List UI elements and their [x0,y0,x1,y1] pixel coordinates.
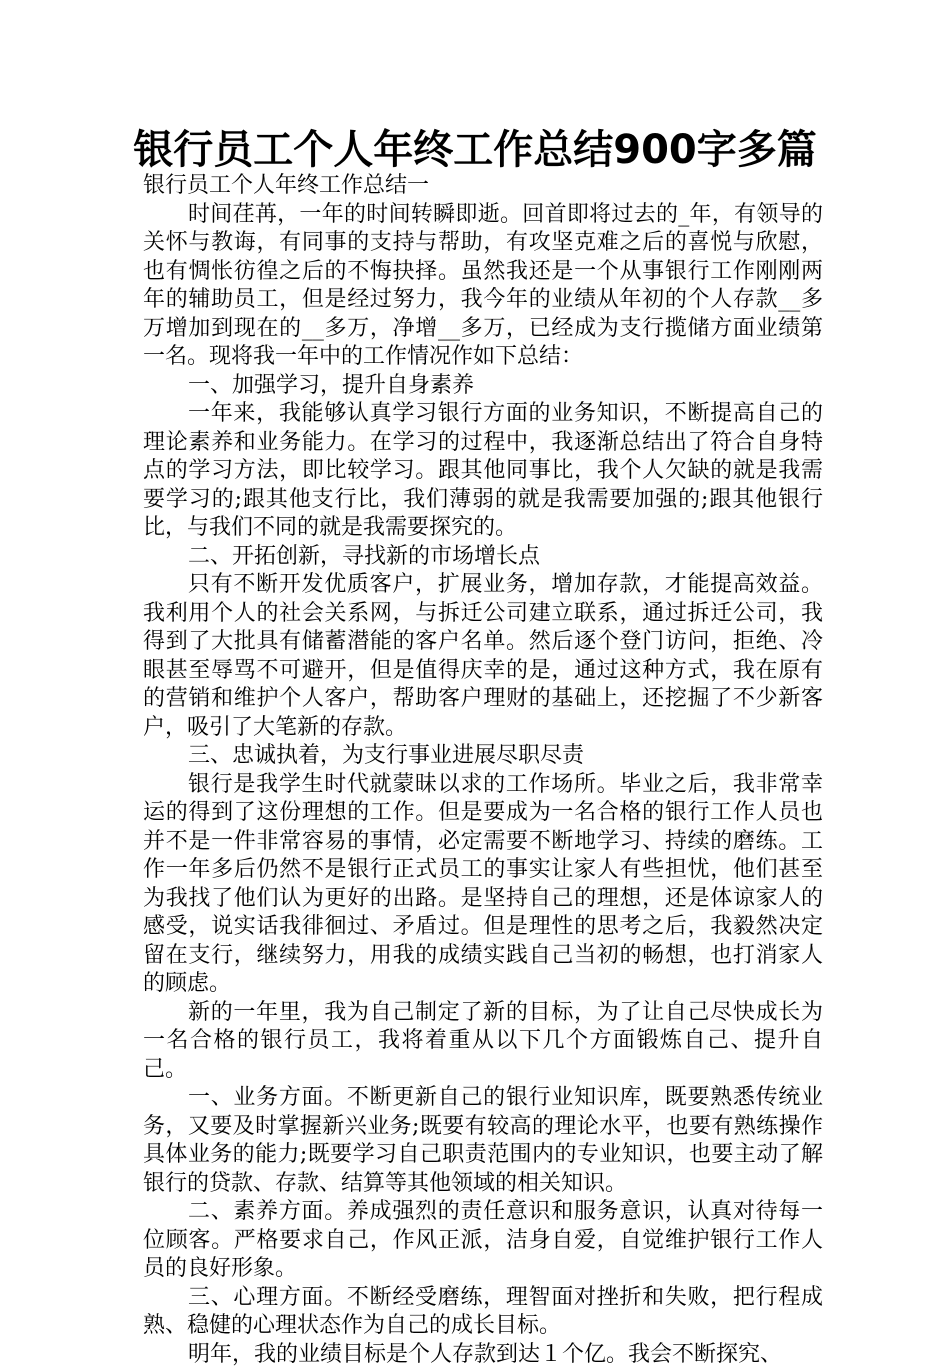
paragraph: 一年来，我能够认真学习银行方面的业务知识，不断提高自己的理论素养和业务能力。在学习的过程中，我逐渐总结出了符合自身特点的学习方法，即比较学习。跟其他同事比，我个人欠缺的就是我需要学习的;跟其他支行比，我们薄弱的就是我需要加强的;跟其他银行比，与我们不同的就是我需要探究的。 [143,400,823,543]
paragraph: 只有不断开发优质客户，扩展业务，增加存款，才能提高效益。我利用个人的社会关系网，与拆迁公司建立联系，通过拆迁公司，我得到了大批具有储蓄潜能的客户名单。然后逐个登门访问，拒绝、冷眼甚至辱骂不可避开，但是值得庆幸的是，通过这种方式，我在原有的营销和维护个人客户，帮助客户理财的基础上，还挖掘了不少新客户，吸引了大笔新的存款。 [143,571,823,742]
paragraph: 二、素养方面。养成强烈的责任意识和服务意识，认真对待每一位顾客。严格要求自己，作风正派，洁身自爱，自觉维护银行工作人员的良好形象。 [143,1198,823,1284]
paragraph: 明年，我的业绩目标是个人存款到达１个亿。我会不断探究、 [143,1341,823,1369]
paragraph: 银行是我学生时代就蒙昧以求的工作场所。毕业之后，我非常幸运的得到了这份理想的工作。但是要成为一名合格的银行工作人员也并不是一件非常容易的事情，必定需要不断地学习、持续的磨练。工作一年多后仍然不是银行正式员工的事实让家人有些担忧，他们甚至为我找了他们认为更好的出路。是坚持自己的理想，还是体谅家人的感受，说实话我徘徊过、矛盾过。但是理性的思考之后，我毅然决定留在支行，继续努力，用我的成绩实践自己当初的畅想，也打消家人的顾虑。 [143,771,823,999]
paragraph: 新的一年里，我为自己制定了新的目标，为了让自己尽快成长为一名合格的银行员工，我将着重从以下几个方面锻炼自己、提升自己。 [143,999,823,1085]
section-subtitle: 银行员工个人年终工作总结一 [143,172,823,201]
section-heading: 二、开拓创新，寻找新的市场增长点 [143,543,823,572]
document-title: 银行员工个人年终工作总结900字多篇 [0,124,950,176]
paragraph: 三、心理方面。不断经受磨练，理智面对挫折和失败，把行程成熟、稳健的心理状态作为自己的成长目标。 [143,1284,823,1341]
section-heading: 一、加强学习，提升自身素养 [143,372,823,401]
document-body [143,172,823,1369]
paragraph: 时间荏苒，一年的时间转瞬即逝。回首即将过去的_年，有领导的关怀与教诲，有同事的支持与帮助，有攻坚克难之后的喜悦与欣慰，也有惆怅彷徨之后的不悔抉择。虽然我还是一个从事银行工作刚刚两年的辅助员工，但是经过努力，我今年的业绩从年初的个人存款__多万增加到现在的__多万，净增__多万，已经成为支行揽储方面业绩第一名。现将我一年中的工作情况作如下总结： [143,201,823,372]
paragraph: 一、业务方面。不断更新自己的银行业知识库，既要熟悉传统业务，又要及时掌握新兴业务;既要有较高的理论水平，也要有熟练操作具体业务的能力;既要学习自己职责范围内的专业知识，也要主动了解银行的贷款、存款、结算等其他领域的相关知识。 [143,1084,823,1198]
section-heading: 三、忠诚执着，为支行事业进展尽职尽责 [143,742,823,771]
